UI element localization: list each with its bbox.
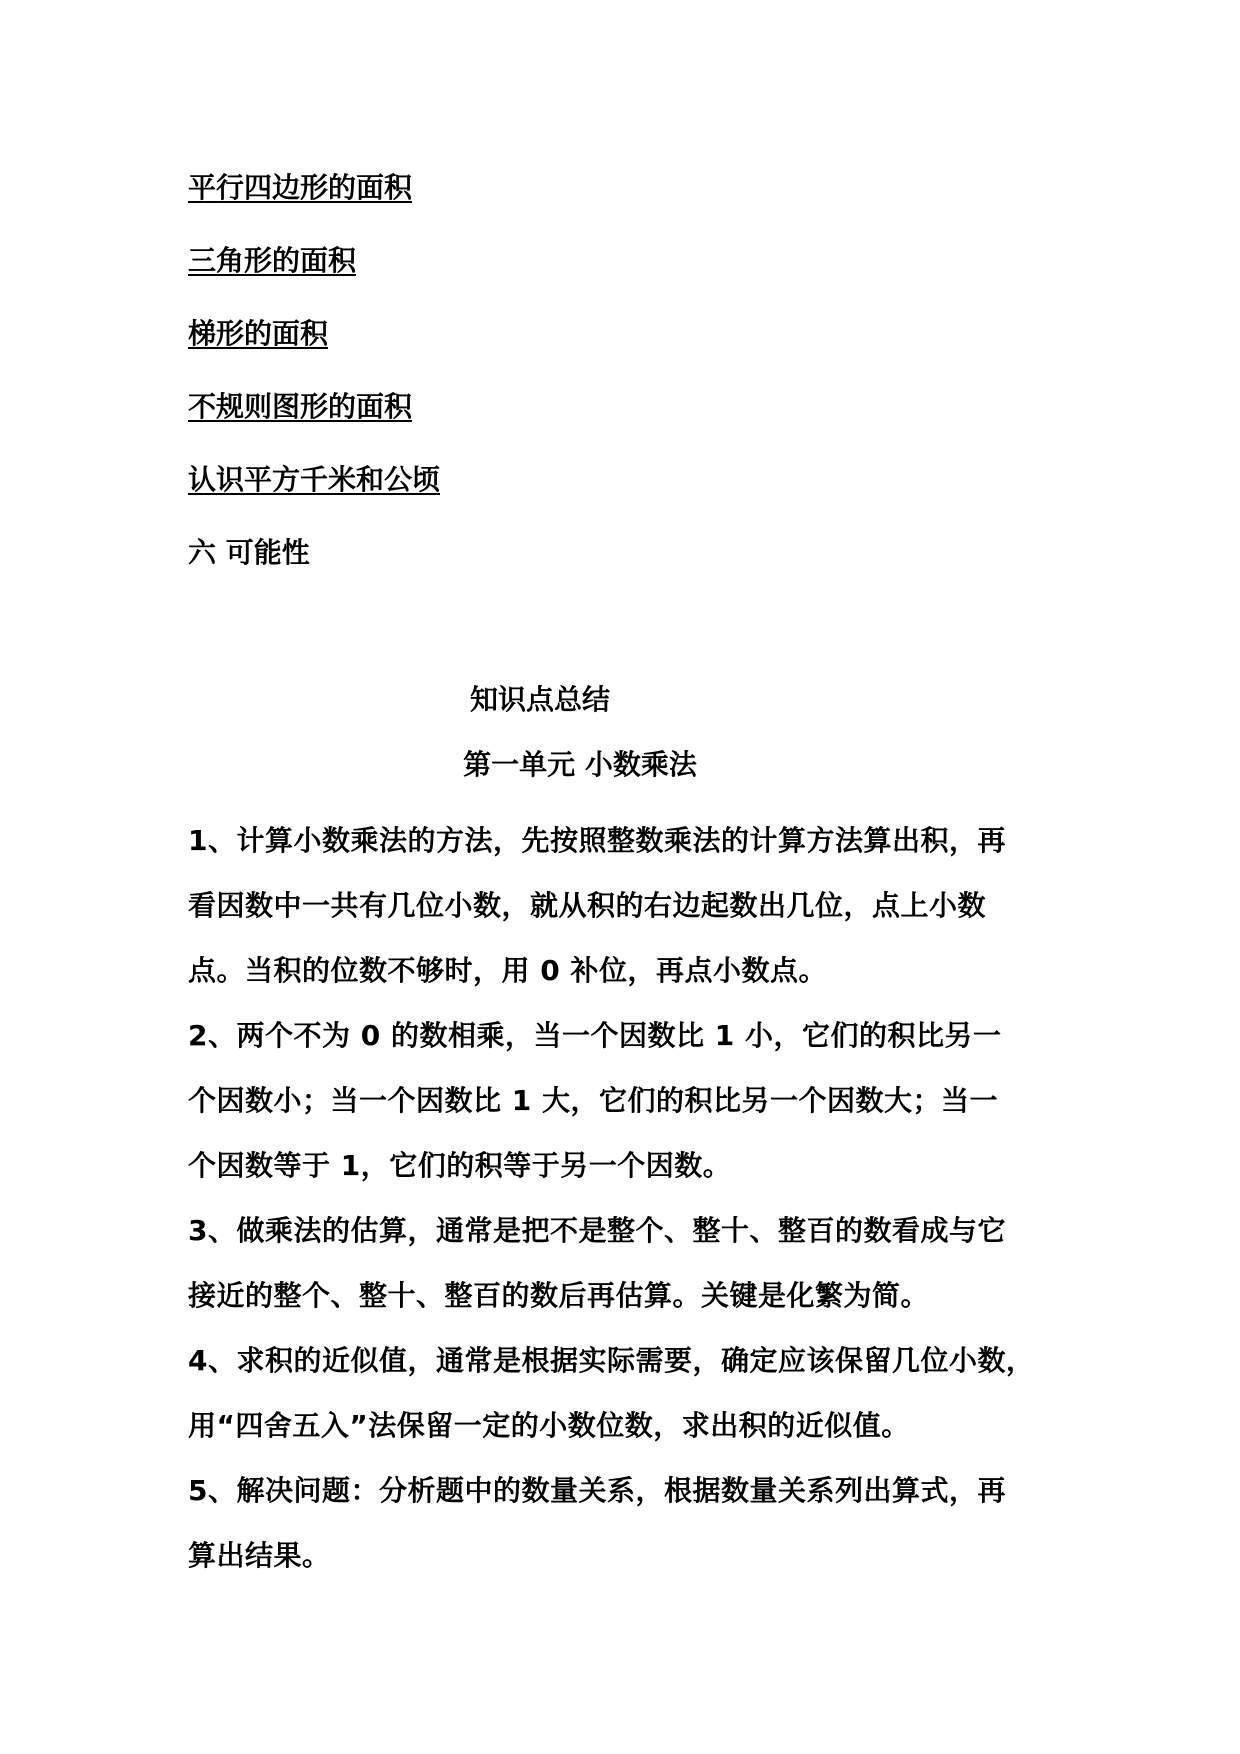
- summary-title: 知识点总结: [469, 683, 610, 716]
- point-line: 用“四舍五入”法保留一定的小数位数，求出积的近似值。: [188, 1409, 910, 1442]
- unit-title: 第一单元 小数乘法: [463, 748, 697, 781]
- point-line: 个因数小；当一个因数比 1 大，它们的积比另一个因数大；当一: [188, 1084, 998, 1117]
- knowledge-point-4: [188, 1328, 1068, 1458]
- toc-link[interactable]: 梯形的面积: [188, 317, 329, 350]
- toc-item-triangle-area[interactable]: [188, 243, 440, 316]
- toc-link[interactable]: 认识平方千米和公顷: [188, 463, 441, 496]
- toc-link[interactable]: 不规则图形的面积: [188, 390, 413, 423]
- toc-link[interactable]: 平行四边形的面积: [188, 171, 413, 204]
- point-line: 接近的整个、整十、整百的数后再估算。关键是化繁为简。: [188, 1279, 930, 1312]
- knowledge-point-3: [188, 1198, 1068, 1328]
- point-line: 4、求积的近似值，通常是根据实际需要，确定应该保留几位小数，: [188, 1344, 1035, 1377]
- knowledge-points: [188, 808, 1068, 1588]
- point-line: 个因数等于 1，它们的积等于另一个因数。: [188, 1149, 732, 1182]
- point-line: 1、计算小数乘法的方法，先按照整数乘法的计算方法算出积，再: [188, 824, 1006, 857]
- toc-item-km2-hectare[interactable]: [188, 462, 440, 535]
- toc-item-probability: [188, 535, 440, 608]
- knowledge-point-2: [188, 1003, 1068, 1198]
- knowledge-point-5: [188, 1458, 1068, 1588]
- toc-item-parallelogram-area[interactable]: [188, 170, 440, 243]
- toc-item-trapezoid-area[interactable]: [188, 316, 440, 389]
- knowledge-point-1: [188, 808, 1068, 1003]
- point-line: 点。当积的位数不够时，用 0 补位，再点小数点。: [188, 954, 827, 987]
- toc-link[interactable]: 三角形的面积: [188, 244, 357, 277]
- point-line: 5、解决问题：分析题中的数量关系，根据数量关系列出算式，再: [188, 1474, 1006, 1507]
- toc-item-irregular-area[interactable]: [188, 389, 440, 462]
- toc-heading: 六 可能性: [188, 536, 310, 569]
- point-line: 2、两个不为 0 的数相乘，当一个因数比 1 小，它们的积比另一: [188, 1019, 1002, 1052]
- point-line: 算出结果。: [188, 1539, 331, 1572]
- point-line: 3、做乘法的估算，通常是把不是整个、整十、整百的数看成与它: [188, 1214, 1006, 1247]
- table-of-contents: [188, 170, 440, 608]
- point-line: 看因数中一共有几位小数，就从积的右边起数出几位，点上小数: [188, 889, 987, 922]
